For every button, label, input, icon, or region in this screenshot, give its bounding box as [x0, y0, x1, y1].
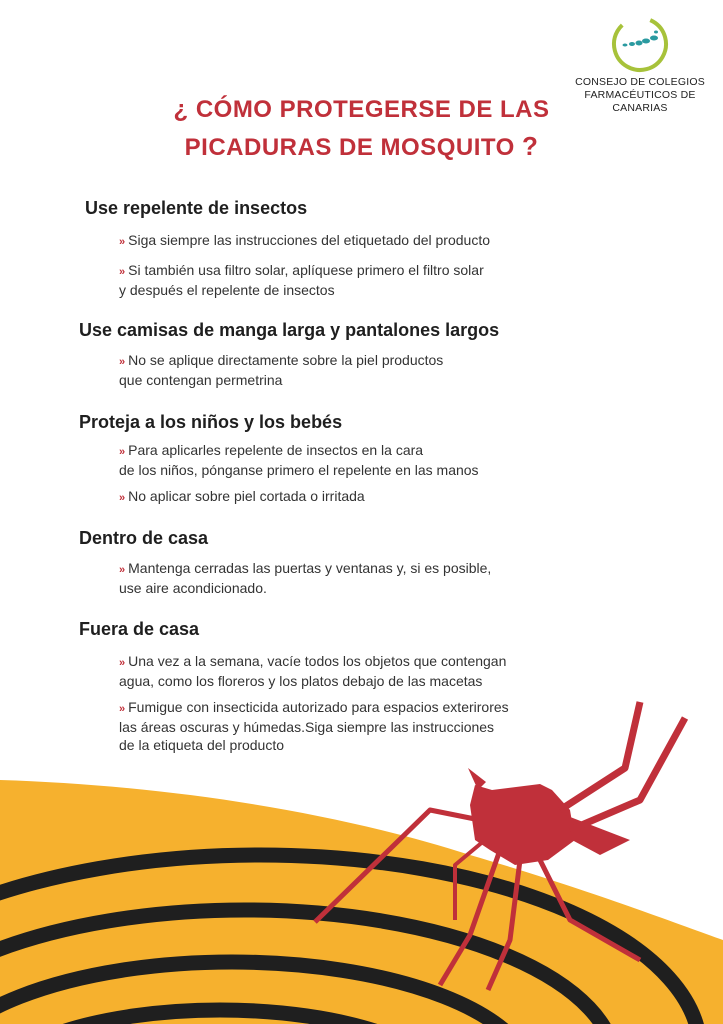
bullet-text: Siga siempre las instrucciones del etiquetado del producto	[128, 232, 491, 248]
list-item	[119, 231, 490, 251]
page-title	[0, 92, 723, 166]
bullet-text: No se aplique directamente sobre la piel productos que contengan permetrina	[119, 352, 444, 388]
section-camisas	[79, 320, 499, 389]
list-item	[119, 559, 491, 597]
section-dentro-casa	[79, 528, 491, 597]
bullet-text: No aplicar sobre piel cortada o irritada	[128, 488, 365, 504]
section-heading: Fuera de casa	[79, 619, 200, 639]
section-heading: Proteja a los niños y los bebés	[79, 412, 343, 432]
mosquito-illustration	[0, 690, 723, 1024]
bullet-text: Para aplicarles repelente de insectos en la cara de los niños, pónganse primero el repelente en las manos	[119, 442, 479, 478]
section-heading: Use repelente de insectos	[85, 198, 308, 218]
bullet-arrow-icon: »	[119, 356, 126, 368]
list-item	[119, 487, 479, 507]
section-heading: Dentro de casa	[79, 528, 209, 548]
organization-name-line2: FARMACÉUTICOS DE CANARIAS	[584, 89, 696, 114]
bullet-text: Una vez a la semana, vacíe todos los objetos que contengan agua, como los floreros y los platos debajo de las macetas	[119, 653, 507, 689]
title-line2	[0, 128, 723, 166]
title-line2-text: PICADURAS DE MOSQUITO	[184, 134, 515, 161]
bullet-text: Mantenga cerradas las puertas y ventanas y, si es posible, use aire acondicionado.	[119, 560, 492, 596]
list-item	[119, 261, 490, 299]
bullet-arrow-icon: »	[119, 657, 126, 669]
bullet-arrow-icon: »	[119, 266, 126, 278]
list-item	[119, 441, 479, 479]
list-item	[119, 652, 509, 690]
yellow-wave-background	[0, 780, 723, 1024]
section-ninos	[79, 412, 479, 507]
organization-name-line1: CONSEJO DE COLEGIOS	[575, 76, 705, 88]
bullet-arrow-icon: »	[119, 236, 126, 248]
section-heading: Use camisas de manga larga y pantalones largos	[79, 320, 500, 340]
bullet-arrow-icon: »	[119, 564, 126, 576]
list-item	[119, 351, 499, 389]
bullet-arrow-icon: »	[119, 703, 126, 715]
bullet-arrow-icon: »	[119, 492, 126, 504]
section-repelente	[85, 198, 490, 299]
bullet-arrow-icon: »	[119, 446, 126, 458]
canary-islands-logo-icon	[608, 12, 672, 76]
title-line1: ¿ CÓMO PROTEGERSE DE LAS	[173, 96, 550, 123]
bullet-text: Fumigue con insecticida autorizado para espacios exterirores las áreas oscuras y húmedas.Siga siempre las instrucciones de la etiqueta del producto	[119, 699, 509, 753]
title-question-mark: ?	[521, 131, 539, 161]
bullet-text: Si también usa filtro solar, aplíquese primero el filtro solar y después el repelente de insectos	[119, 262, 484, 298]
